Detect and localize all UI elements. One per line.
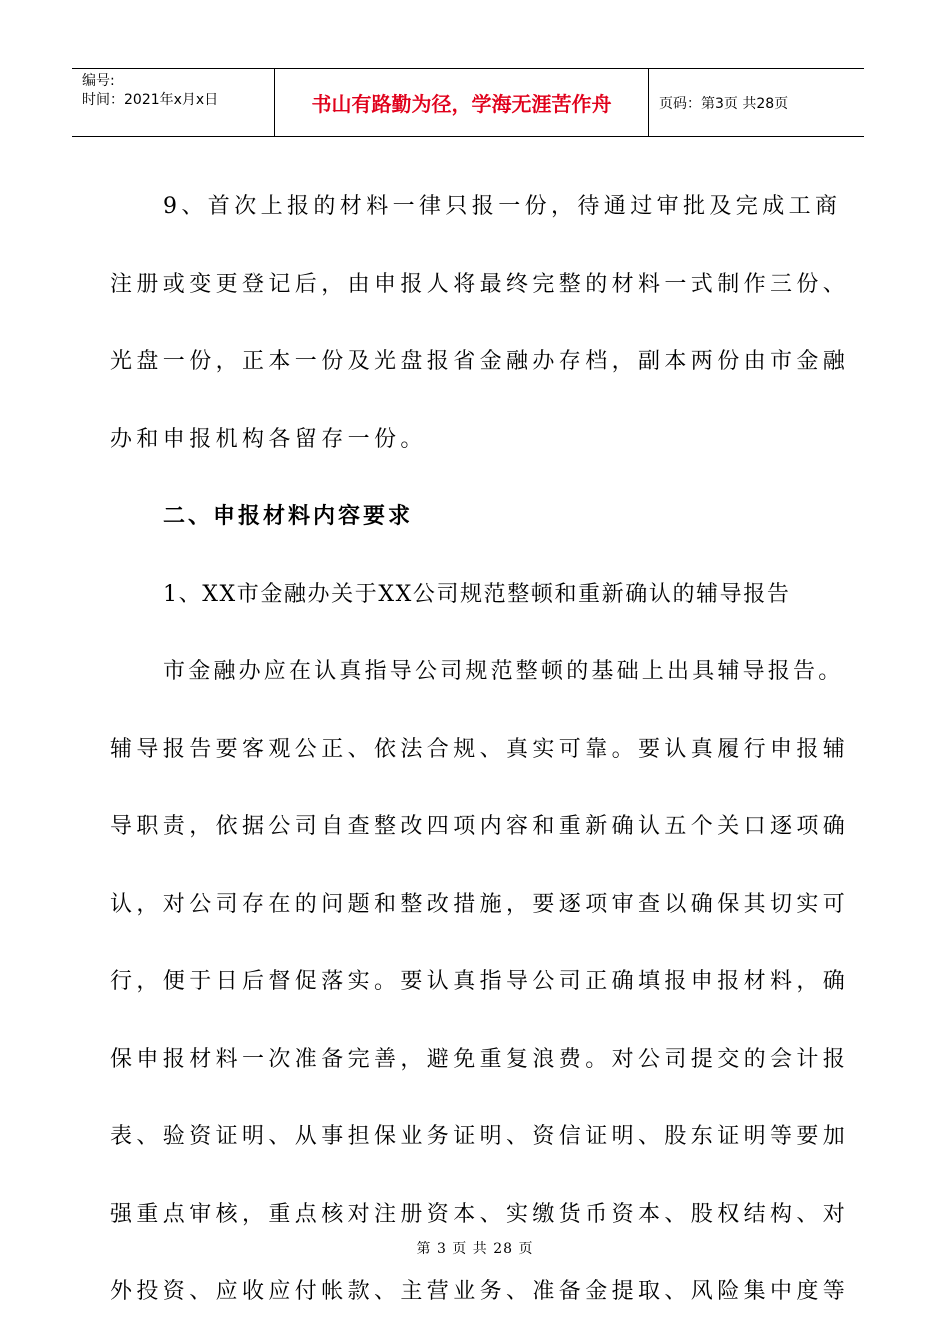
paragraph-line: 辅导报告要客观公正、依法合规、真实可靠。要认真履行申报辅 — [110, 736, 850, 762]
header-page-info: 页码：第3页 共28页 — [659, 95, 789, 112]
document-date: 时间：2021年x月x日 — [82, 92, 219, 108]
paragraph-line: 光盘一份，正本一份及光盘报省金融办存档，副本两份由市金融 — [110, 349, 850, 374]
document-number-label: 编号: — [82, 73, 115, 89]
paragraph-line: 表、验资证明、从事担保业务证明、资信证明、股东证明等要加 — [110, 1124, 850, 1149]
subsection-title: 1、XX市金融办关于XX公司规范整顿和重新确认的辅导报告 — [163, 581, 791, 607]
paragraph-line: 9、首次上报的材料一律只报一份，待通过审批及完成工商 — [163, 194, 842, 219]
paragraph-line: 注册或变更登记后，由申报人将最终完整的材料一式制作三份、 — [110, 271, 850, 297]
paragraph-line: 认，对公司存在的问题和整改措施，要逐项审查以确保其切实可 — [110, 891, 850, 917]
paragraph-line: 市金融办应在认真指导公司规范整顿的基础上出具辅导报告。 — [163, 659, 844, 684]
paragraph-line: 行，便于日后督促落实。要认真指导公司正确填报申报材料，确 — [110, 969, 850, 994]
header-meta — [72, 69, 275, 136]
paragraph-line: 强重点审核，重点核对注册资本、实缴货币资本、股权结构、对 — [110, 1201, 850, 1227]
header-motto: 书山有路勤为径，学海无涯苦作舟 — [275, 69, 649, 136]
page-footer: 第 3 页 共 28 页 — [416, 1241, 534, 1257]
paragraph-line: 外投资、应收应付帐款、主营业务、准备金提取、风险集中度等 — [110, 1279, 850, 1304]
paragraph-line: 办和申报机构各留存一份。 — [110, 426, 427, 452]
page-header — [72, 68, 864, 137]
section-heading: 二、申报材料内容要求 — [163, 504, 414, 529]
paragraph-line: 保申报材料一次准备完善，避免重复浪费。对公司提交的会计报 — [110, 1046, 850, 1072]
paragraph-line: 导职责，依据公司自查整改四项内容和重新确认五个关口逐项确 — [110, 814, 850, 839]
document-body — [110, 168, 850, 1331]
